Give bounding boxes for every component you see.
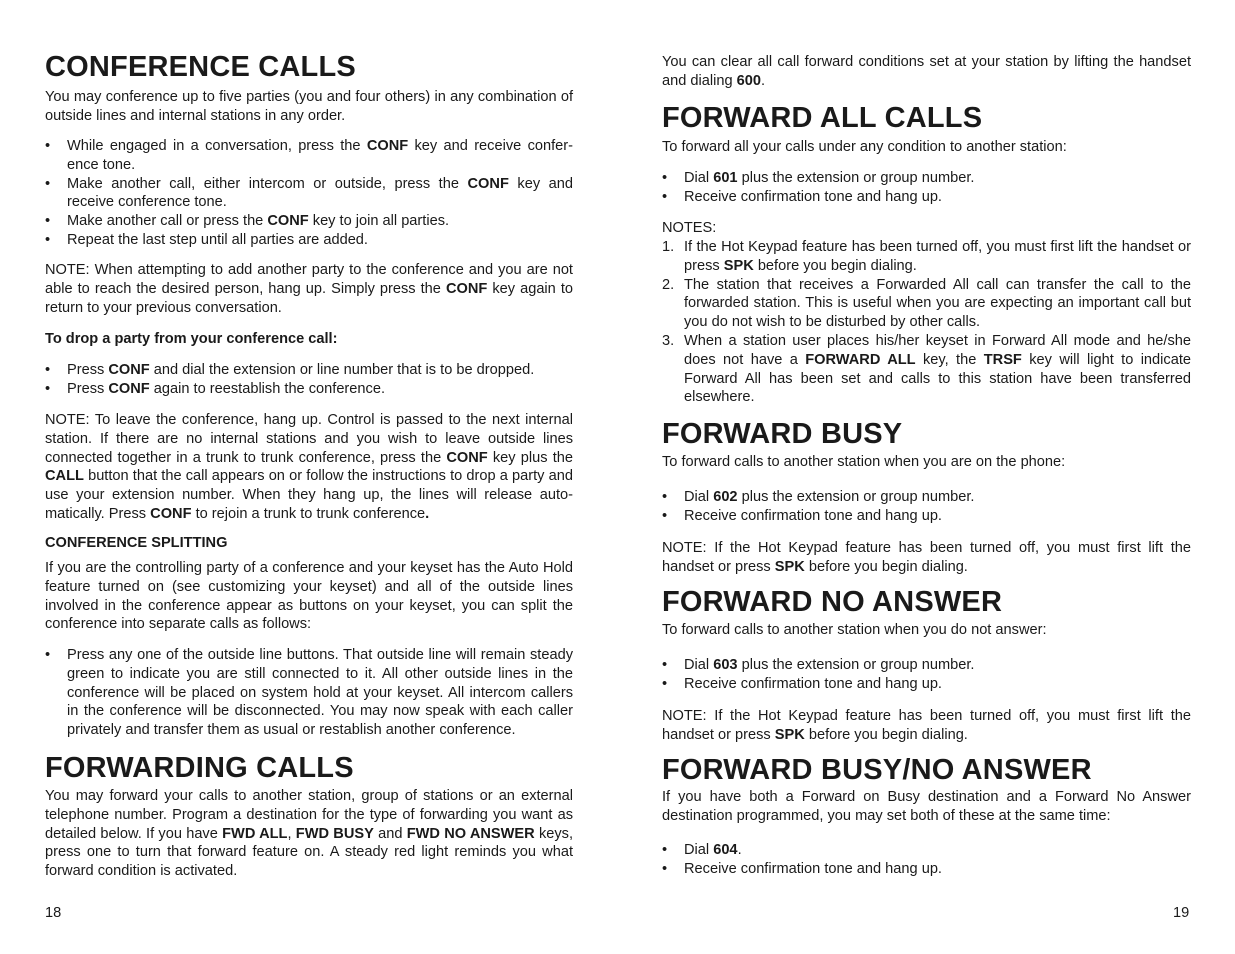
list-item: • Receive confirmation tone and hang up. — [662, 860, 1191, 879]
forward-all-heading: FORWARD ALL CALLS — [662, 102, 983, 134]
conference-note-1: NOTE: When attempting to add another party to the conference and you are not able to reach the desired person, hang up. Simply press the CONF key again to return to your previous conversation. — [45, 262, 573, 316]
forwarding-calls-heading: FORWARDING CALLS — [45, 752, 354, 784]
forward-busy-no-answer-intro: If you have both a Forward on Busy destination and a Forward No Answer destination programmed, you may set both of these at the same time: — [662, 789, 1191, 824]
forward-busy-no-answer-heading: FORWARD BUSY/NO ANSWER — [662, 754, 1092, 786]
conference-intro: You may conference up to five parties (you and four others) in any combination of outside lines and internal stations in any order. — [45, 89, 573, 124]
forward-no-answer-list — [662, 656, 1191, 694]
forward-all-intro: To forward all your calls under any condition to another station: — [662, 139, 1067, 155]
page-number-left: 18 — [45, 905, 62, 921]
right-page — [662, 0, 1191, 954]
forward-all-notes — [662, 238, 1191, 407]
list-item: • Repeat the last step until all parties are added. — [45, 231, 573, 250]
list-item: • Receive confirmation tone and hang up. — [662, 507, 1191, 526]
clear-forward-text: You can clear all call forward conditions set at your station by lifting the handset and dialing 600. — [662, 54, 1191, 89]
list-item: 1. If the Hot Keypad feature has been turned off, you must first lift the handset or press SPK before you begin dialing. — [662, 239, 1191, 274]
forward-busy-note: NOTE: If the Hot Keypad feature has been turned off, you must first lift the handset or press SPK before you begin dialing. — [662, 540, 1191, 575]
list-item: • Dial 603 plus the extension or group number. — [662, 656, 1191, 675]
conference-calls-heading: CONFERENCE CALLS — [45, 51, 356, 83]
list-item: 3. When a station user places his/her keyset in Forward All mode and he/she does not have a FORWARD ALL key, the TRSF key will light to indicate Forward All has been set and calls to this station have been transferred elsewhere. — [662, 332, 1191, 406]
notes-label: NOTES: — [662, 220, 717, 236]
forward-busy-no-answer-list — [662, 841, 1191, 879]
list-item: • While engaged in a conversation, press the CONF key and receive conference tone. — [45, 137, 573, 175]
forward-no-answer-intro: To forward calls to another station when you do not answer: — [662, 622, 1047, 638]
page-number-right: 19 — [1173, 905, 1190, 921]
drop-party-heading: To drop a party from your conference call: — [45, 331, 338, 347]
forward-no-answer-note: NOTE: If the Hot Keypad feature has been turned off, you must first lift the handset or press SPK before you begin dialing. — [662, 708, 1191, 743]
forward-all-list — [662, 169, 1191, 207]
forward-busy-intro: To forward calls to another station when you are on the phone: — [662, 454, 1066, 470]
left-page — [45, 0, 573, 954]
list-item: • Receive confirmation tone and hang up. — [662, 188, 1191, 207]
list-item: • Dial 602 plus the extension or group number. — [662, 488, 1191, 507]
conference-note-2: NOTE: To leave the conference, hang up. Control is passed to the next internal station. If there are no internal stations and you wish to leave outside lines connected together in a trunk to trunk conference, press the CONF key plus the CALL button that the call appears on or follow the instructions to drop a party and use your extension number. When they hang up, the lines will release automatically. Press CONF to rejoin a trunk to trunk conference. — [45, 412, 573, 522]
list-item: • Receive confirmation tone and hang up. — [662, 675, 1191, 694]
forward-busy-list — [662, 488, 1191, 526]
drop-party-list — [45, 361, 573, 399]
forward-busy-heading: FORWARD BUSY — [662, 418, 903, 450]
conference-splitting-text: If you are the controlling party of a conference and your keyset has the Auto Hold feature turned on (see customizing your keyset) and all of the outside lines involved in the conference appear as buttons on your keyset, you can split the conference into separate calls as follows: — [45, 560, 573, 633]
conference-steps-list — [45, 137, 573, 250]
list-item: • Make another call or press the CONF key to join all parties. — [45, 212, 573, 231]
list-item: • Dial 601 plus the extension or group number. — [662, 169, 1191, 188]
list-item: • Make another call, either intercom or outside, press the CONF key and receive conference tone. — [45, 175, 573, 213]
forwarding-text: You may forward your calls to another station, group of stations or an external telephone number. Program a destination for the type of forwarding you want as detailed below. If you have FWD ALL, FWD BUSY and FWD NO ANSWER keys, press one to turn that forward feature on. A steady red light reminds you what forward condition is activated. — [45, 788, 574, 880]
list-item: • Press any one of the outside line buttons. That outside line will remain steady green to indicate you are still connected to it. All other outside lines in the conference will be placed on system hold at your keyset. All intercom callers in the conference will be disconnected. You may now speak with each caller privately and transfer them as usual or restablish another conference. — [45, 646, 573, 740]
list-item: • Press CONF again to reestablish the conference. — [45, 380, 573, 399]
conference-splitting-list — [45, 646, 573, 740]
list-item: • Dial 604. — [662, 841, 1191, 860]
conference-splitting-heading: CONFERENCE SPLITTING — [45, 535, 228, 551]
list-item: 2. The station that receives a Forwarded All call can transfer the call to the forwarded station. This is useful when you are expecting an important call but you do not wish to be disturbed by other calls. — [662, 276, 1191, 331]
list-item: • Press CONF and dial the extension or line number that is to be dropped. — [45, 361, 573, 380]
forward-no-answer-heading: FORWARD NO ANSWER — [662, 586, 1003, 618]
